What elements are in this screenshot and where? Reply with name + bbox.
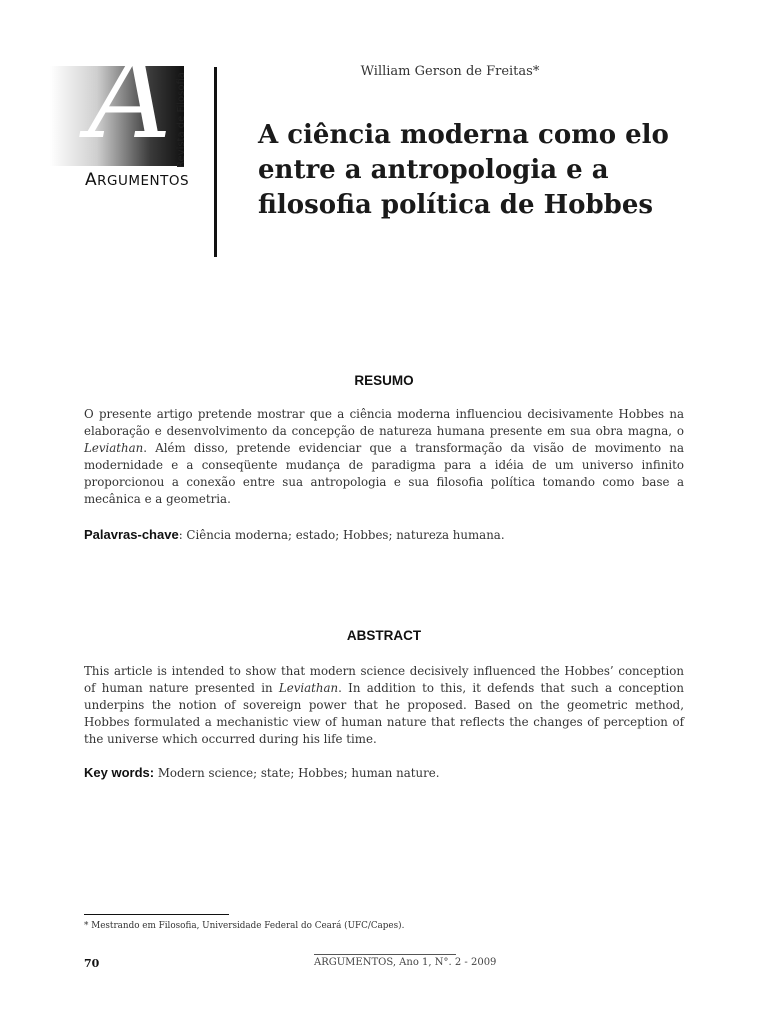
abstract-text: This article is intended to show that modern science decisively influenced the Hobbes’ conception of human nature presented in Leviathan. In addition to this, it defends that such a conception underpins the notion of sovereign power that he proposed. Based on the geometric method, Hobbes formulated a mechanistic view of human nature that reflects the changes of perception of the universe which occurred during his life time.: [84, 664, 684, 746]
journal-name: [85, 170, 189, 190]
resumo-text: O presente artigo pretende mostrar que a ciência moderna influenciou decisivamente Hobbes na elaboração e desenvolvimento da concepção de natureza humana presente em sua obra magna, o Leviathan. Além disso, pretende evidenciar que a transformação da visão de movimento na modernidade e a conseqüente mudança de paradigma para a idéia de um universo infinito proporcionou a conexão entre sua antropologia e sua filosofia política tomando como base a mecânica e a geometria.: [84, 407, 684, 506]
footnote-rule: [84, 914, 229, 915]
journal-name-initial: A: [85, 170, 98, 190]
author-name: William Gerson de Freitas*: [360, 64, 540, 79]
footer-rule: [314, 954, 456, 955]
footnote: * Mestrando em Filosofia, Universidade Federal do Ceará (UFC/Capes).: [84, 921, 405, 931]
abstract-keywords: Key words: Modern science; state; Hobbes; human nature.: [84, 765, 440, 780]
abstract-heading: ABSTRACT: [346, 628, 422, 643]
resumo-keywords: Palavras-chave: Ciência moderna; estado; Hobbes; natureza humana.: [84, 527, 505, 542]
article-title: A ciência moderna como elo entre a antropologia e a filosofia política de Hobbes: [258, 120, 669, 220]
journal-name-rest: RGUMENTOS: [97, 173, 190, 189]
keywords-label: Key words:: [84, 765, 155, 780]
running-footer: ARGUMENTOS, Ano 1, N°. 2 - 2009: [314, 957, 497, 968]
page-number: 70: [84, 957, 100, 970]
resumo-heading: RESUMO: [354, 373, 414, 388]
logo-side-text: Revista de Filosofia: [176, 72, 187, 168]
logo-letter: A: [88, 30, 172, 165]
header-divider: [214, 67, 217, 257]
keywords-label: Palavras-chave: [84, 527, 179, 542]
